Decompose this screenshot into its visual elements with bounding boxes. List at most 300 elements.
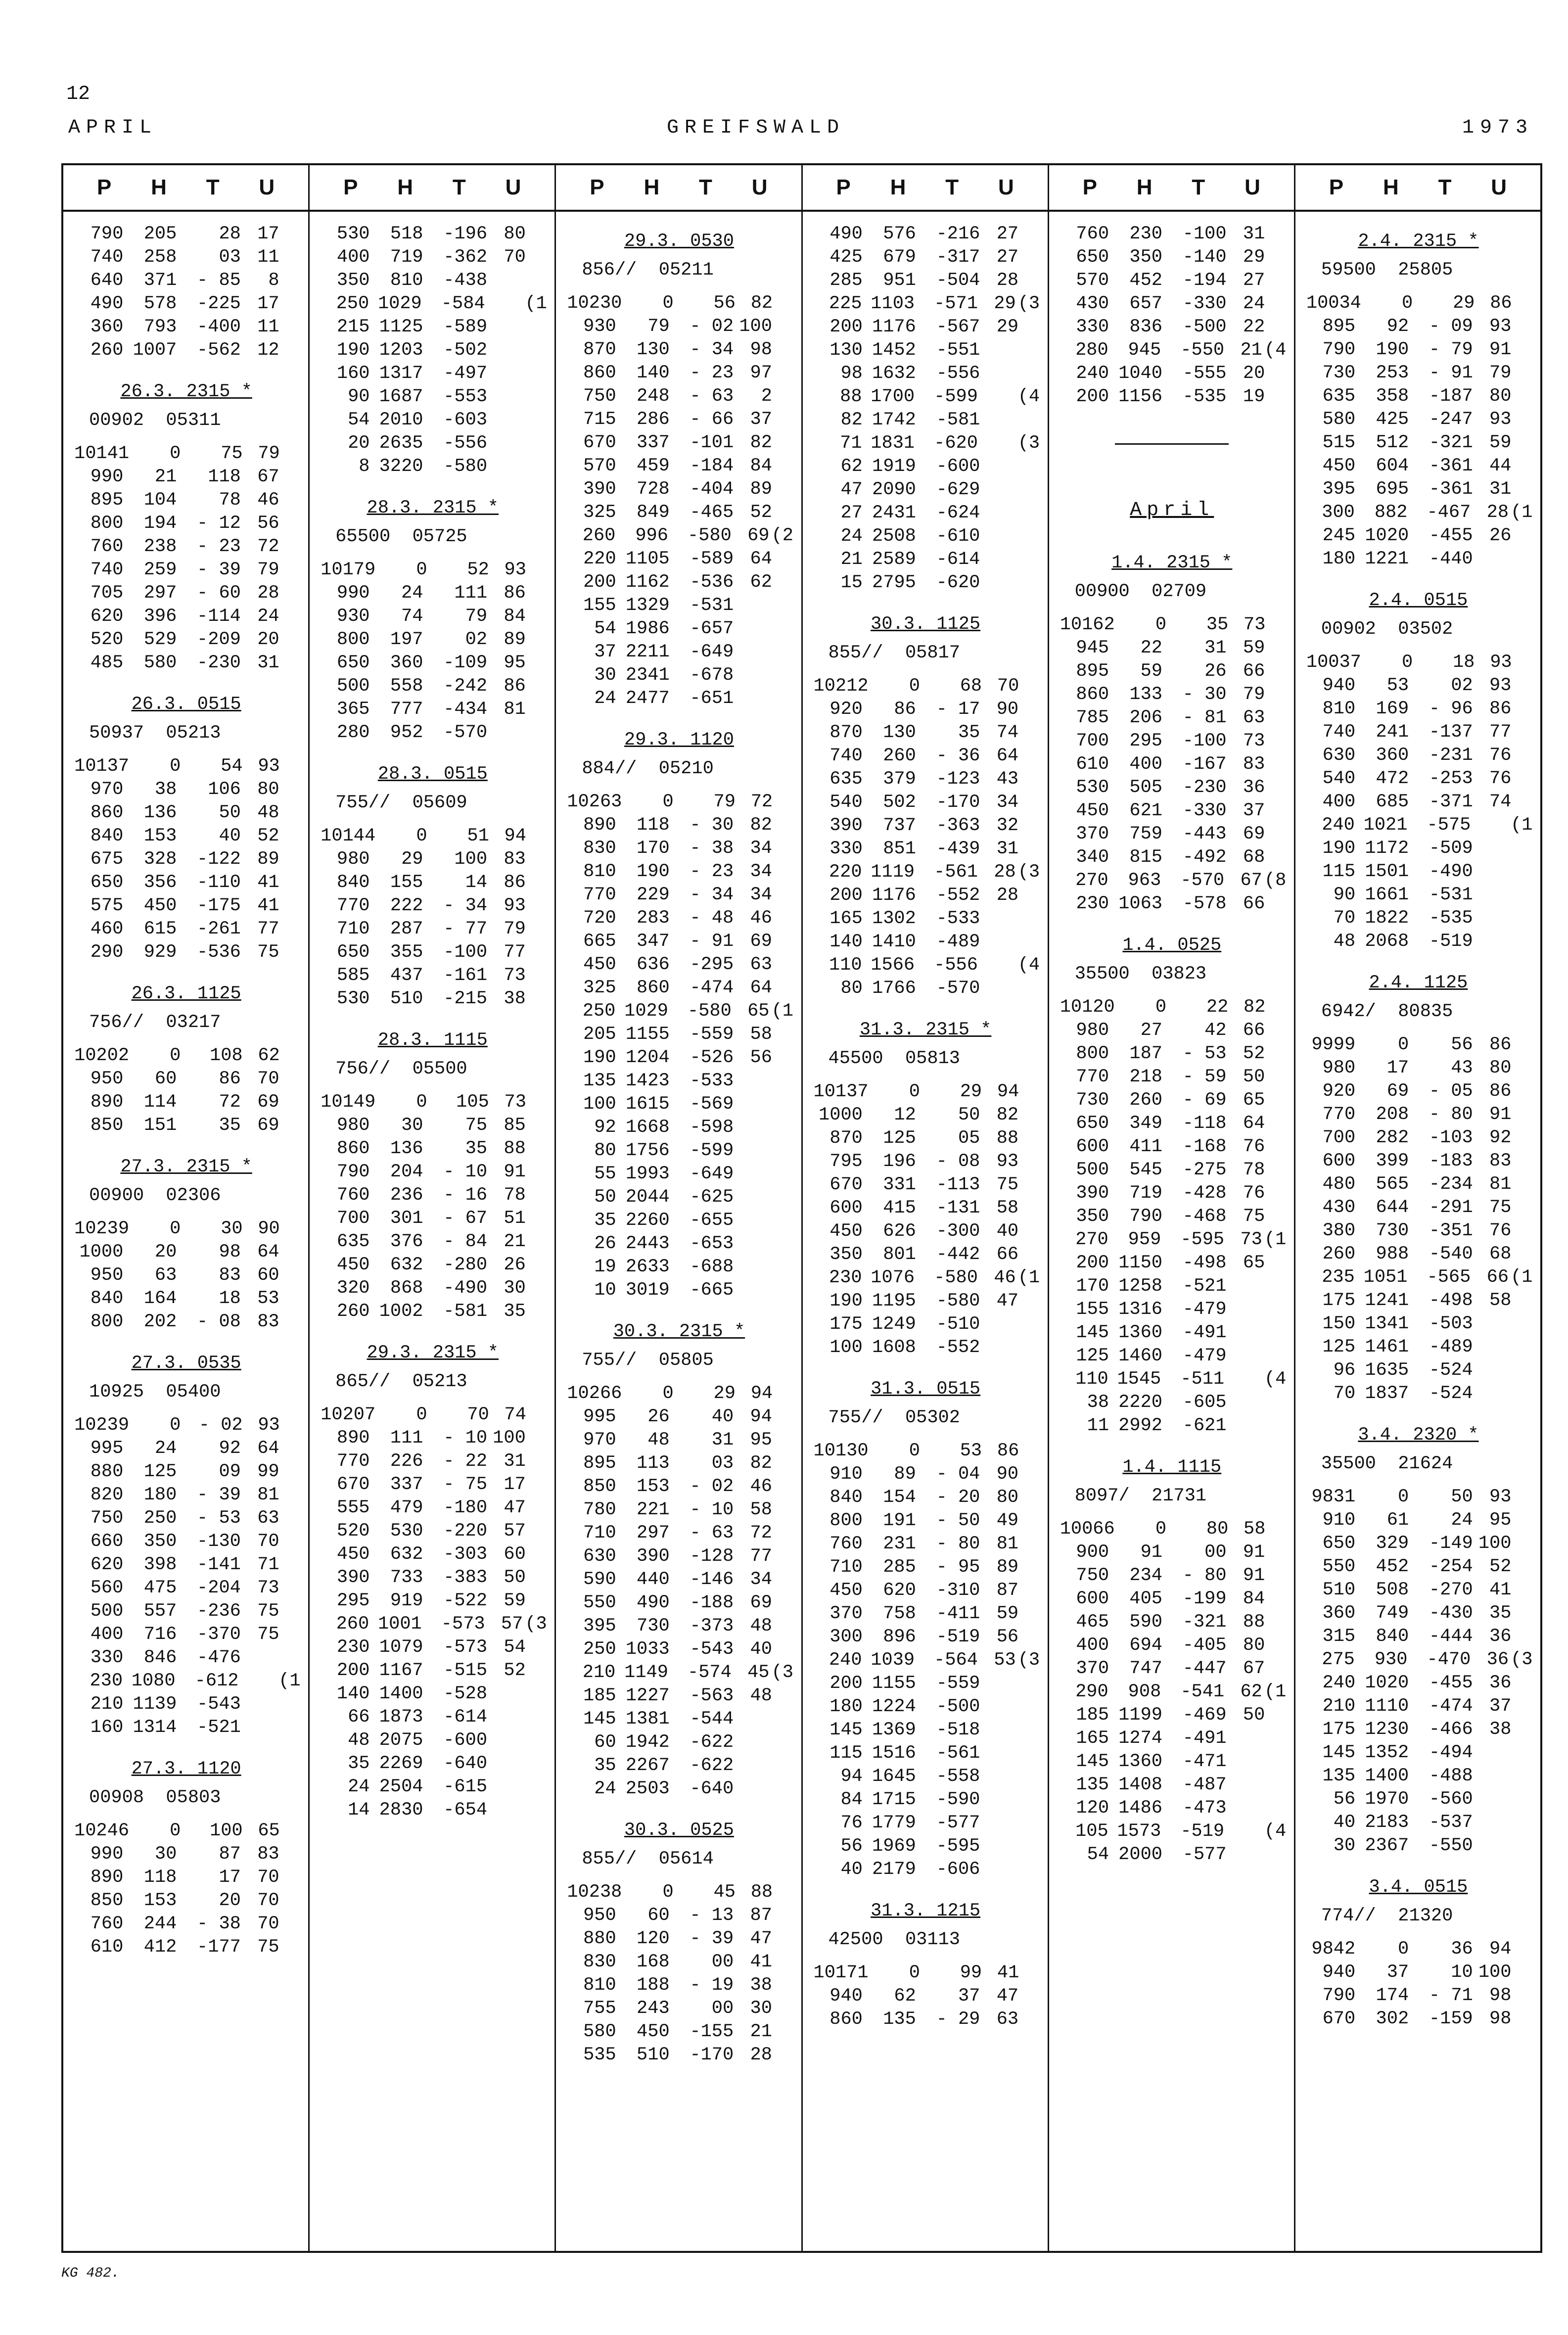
pressure-cell: 510 <box>1322 1580 1356 1600</box>
column-header-label: T <box>1192 175 1205 199</box>
height-cell: 626 <box>883 1221 916 1242</box>
note-cell: (2 <box>771 525 793 546</box>
humidity-cell: 41 <box>257 872 279 893</box>
table-row <box>1306 478 1530 501</box>
temperature-cell: -540 <box>1429 1244 1473 1264</box>
note-cell <box>1265 1774 1284 1797</box>
note-cell <box>280 755 298 778</box>
humidity-cell: 66 <box>1486 1267 1509 1288</box>
table-row <box>567 1405 791 1429</box>
temperature-cell: -564 <box>934 1650 978 1671</box>
note-cell <box>279 269 299 292</box>
pressure-cell: 270 <box>1075 870 1108 891</box>
humidity-cell: 94 <box>750 1406 772 1427</box>
height-cell: 929 <box>143 942 177 963</box>
temperature-cell: -515 <box>443 1660 488 1681</box>
humidity-cell: 79 <box>1243 684 1265 705</box>
height-cell: 153 <box>143 1890 177 1911</box>
table-row <box>1060 1368 1287 1391</box>
table-row <box>814 884 1038 907</box>
temperature-cell: -177 <box>197 1937 241 1958</box>
humidity-cell: 59 <box>504 1590 526 1611</box>
humidity-cell: 31 <box>1243 224 1265 244</box>
pressure-cell: 370 <box>1076 824 1109 844</box>
pressure-cell: 720 <box>583 908 616 929</box>
note-cell <box>1511 455 1530 478</box>
note-cell <box>1018 571 1038 595</box>
height-cell: 2633 <box>625 1257 670 1277</box>
humidity-cell: 57 <box>501 1614 523 1634</box>
pressure-cell: 575 <box>90 895 124 916</box>
height-cell: 302 <box>1376 2008 1409 2029</box>
note-cell <box>772 1615 791 1638</box>
height-cell: 1837 <box>1365 1383 1409 1404</box>
column-header-label: U <box>998 175 1014 199</box>
temperature-cell: -580 <box>443 456 488 477</box>
pressure-cell: 390 <box>830 815 863 836</box>
humidity-cell: 89 <box>750 479 772 500</box>
table-row <box>1060 246 1284 269</box>
height-cell: 347 <box>637 931 670 952</box>
sounding-date: 28.3. 1115 <box>377 1030 488 1051</box>
table-row <box>1306 1103 1530 1126</box>
humidity-cell: 67 <box>1240 870 1262 891</box>
table-row <box>1306 408 1530 431</box>
temperature-cell: 24 <box>1451 1510 1473 1531</box>
note-cell <box>526 339 545 362</box>
height-cell: 450 <box>637 2021 670 2042</box>
note-cell <box>279 1600 299 1623</box>
humidity-cell: 44 <box>1489 456 1512 476</box>
humidity-cell: 30 <box>504 1278 526 1299</box>
humidity-cell <box>734 1754 772 1777</box>
temperature-cell: - 59 <box>1182 1067 1227 1087</box>
table-row <box>814 1336 1038 1359</box>
height-cell: 632 <box>390 1255 423 1275</box>
pressure-cell: 215 <box>336 317 370 337</box>
column-header-label: U <box>505 175 521 199</box>
table-row <box>1306 791 1530 814</box>
humidity-cell: 30 <box>750 1998 772 2019</box>
note-cell <box>773 791 791 814</box>
table-row <box>814 1150 1038 1173</box>
humidity-cell: 75 <box>1243 1206 1265 1227</box>
temperature-cell: -122 <box>197 849 241 870</box>
pressure-cell: 98 <box>840 363 863 384</box>
temperature-cell: - 08 <box>936 1151 980 1172</box>
table-row <box>1306 1672 1530 1695</box>
note-cell <box>772 1522 791 1545</box>
table-row <box>567 1452 791 1475</box>
temperature-cell: -589 <box>443 317 488 337</box>
temperature-cell: - 80 <box>936 1534 980 1554</box>
height-cell: 1779 <box>872 1813 916 1833</box>
temperature-cell: -434 <box>443 699 488 720</box>
table-row <box>567 1163 791 1186</box>
height-cell: 130 <box>883 722 916 743</box>
pressure-cell: 260 <box>336 1301 370 1322</box>
humidity-cell: 89 <box>996 1557 1019 1578</box>
pressure-cell: 200 <box>830 885 863 906</box>
table-row <box>74 628 298 652</box>
note-cell <box>279 1889 299 1913</box>
table-row <box>814 269 1038 292</box>
table-row <box>1306 698 1530 721</box>
height-cell: 295 <box>1129 731 1162 751</box>
sounding-info: 855// 05817 <box>828 643 960 663</box>
note-cell <box>1265 996 1284 1019</box>
pressure-cell: 450 <box>336 1255 370 1275</box>
sounding-block <box>321 223 545 478</box>
table-row <box>567 1256 791 1279</box>
height-cell: 719 <box>1129 1183 1162 1204</box>
note-cell <box>279 1460 299 1484</box>
table-column <box>1295 165 1540 2251</box>
note-cell <box>279 339 299 362</box>
pressure-cell: 230 <box>1076 893 1109 914</box>
note-cell <box>526 582 545 605</box>
table-row <box>814 907 1038 931</box>
temperature-cell: -400 <box>197 317 241 337</box>
note-cell <box>526 848 545 871</box>
humidity-cell: 82 <box>1244 997 1266 1018</box>
temperature-cell: -580 <box>687 525 732 546</box>
temperature-cell: -330 <box>1182 800 1227 821</box>
sounding-block <box>1060 934 1287 1438</box>
table-row <box>1306 1057 1530 1080</box>
height-cell: 1119 <box>871 862 915 883</box>
note-cell <box>772 1997 791 2020</box>
temperature-cell: 50 <box>958 1105 980 1125</box>
pressure-cell: 890 <box>336 1428 370 1448</box>
height-cell: 125 <box>883 1128 916 1149</box>
height-cell: 1302 <box>872 908 916 929</box>
table-row <box>321 1091 545 1114</box>
pressure-cell: 245 <box>1322 525 1356 546</box>
humidity-cell: 69 <box>750 1592 772 1613</box>
height-cell: 945 <box>1128 340 1161 361</box>
temperature-cell: - 67 <box>443 1208 488 1229</box>
pressure-cell: 100 <box>583 1094 616 1115</box>
temperature-cell: -535 <box>1429 908 1473 929</box>
note-cell <box>772 1568 791 1591</box>
note-cell <box>1511 1961 1530 1984</box>
humidity-cell: 48 <box>750 1685 772 1706</box>
column-header-label: H <box>644 175 660 199</box>
height-cell: 882 <box>1374 502 1408 523</box>
sounding-info: 755// 05609 <box>335 793 467 813</box>
pressure-cell: 130 <box>830 340 863 361</box>
note-cell: (1 <box>278 1671 301 1691</box>
table-row <box>814 954 1038 977</box>
table-row <box>567 455 791 478</box>
sounding-date: 27.3. 2315 * <box>120 1157 252 1177</box>
note-cell <box>1511 1672 1530 1695</box>
height-cell: 1020 <box>1365 525 1409 546</box>
sounding-info: 65500 05725 <box>335 526 467 547</box>
note-cell <box>279 1091 299 1114</box>
sounding-info: 8097/ 21731 <box>1074 1486 1207 1506</box>
table-row <box>814 478 1038 502</box>
pressure-cell: 165 <box>830 908 863 929</box>
note-cell <box>772 1046 791 1070</box>
humidity-cell <box>734 1232 772 1256</box>
humidity-cell: 51 <box>504 1208 526 1229</box>
height-cell: 170 <box>637 838 670 859</box>
table-row <box>567 1904 791 1927</box>
note-cell <box>1511 315 1530 338</box>
pressure-cell: 585 <box>336 965 370 986</box>
pressure-cell: 260 <box>582 525 616 546</box>
note-cell <box>1018 1220 1038 1243</box>
height-cell: 140 <box>637 363 670 383</box>
table-row <box>1060 706 1284 730</box>
height-cell: 355 <box>390 942 423 963</box>
table-row <box>567 594 791 617</box>
temperature-cell: -580 <box>934 1267 978 1288</box>
height-cell: 0 <box>1155 614 1167 635</box>
humidity-cell: 78 <box>1243 1160 1265 1180</box>
column-header-label: P <box>1082 175 1097 199</box>
pressure-cell: 730 <box>1076 1090 1109 1111</box>
height-cell: 952 <box>390 722 423 743</box>
humidity-cell: 76 <box>1243 1183 1265 1204</box>
table-row <box>1060 1588 1284 1611</box>
humidity-cell: 59 <box>996 1603 1019 1624</box>
pressure-cell: 760 <box>336 1185 370 1206</box>
humidity-cell: 74 <box>996 722 1019 743</box>
table-row <box>1060 753 1284 776</box>
pressure-cell: 810 <box>1322 699 1356 719</box>
humidity-cell <box>980 1336 1018 1359</box>
pressure-cell: 740 <box>830 746 863 766</box>
note-cell <box>279 246 299 269</box>
temperature-cell: -440 <box>1429 549 1473 569</box>
pressure-cell: 76 <box>840 1813 863 1833</box>
note-cell <box>1018 721 1038 745</box>
height-cell: 1408 <box>1118 1775 1162 1795</box>
height-cell: 63 <box>154 1265 177 1286</box>
note-cell: (8 <box>1264 870 1287 891</box>
height-cell: 749 <box>1376 1603 1409 1624</box>
humidity-cell: 49 <box>996 1510 1019 1531</box>
height-cell: 24 <box>154 1438 177 1459</box>
pressure-cell: 300 <box>1322 502 1355 523</box>
pressure-cell: 71 <box>840 433 862 454</box>
note-cell <box>1511 1486 1530 1509</box>
temperature-cell: -180 <box>443 1497 488 1518</box>
note-cell: (4 <box>1017 955 1040 976</box>
table-row <box>1306 1243 1530 1266</box>
note-cell <box>772 1591 791 1615</box>
humidity-cell <box>980 1313 1018 1336</box>
note-cell <box>1018 1197 1038 1220</box>
temperature-cell: 29 <box>960 1081 982 1102</box>
humidity-cell <box>487 1752 526 1775</box>
humidity-cell: 52 <box>257 826 279 846</box>
temperature-cell: -373 <box>690 1616 734 1636</box>
temperature-cell: -261 <box>197 919 241 939</box>
temperature-cell: -170 <box>936 792 980 813</box>
note-cell <box>772 594 791 617</box>
note-cell <box>772 1256 791 1279</box>
note-cell <box>1511 431 1530 455</box>
height-cell: 398 <box>143 1554 177 1575</box>
temperature-cell: 92 <box>219 1438 241 1459</box>
humidity-cell <box>734 1731 772 1754</box>
humidity-cell: 93 <box>1489 1487 1512 1507</box>
temperature-cell: - 77 <box>443 919 488 939</box>
temperature-cell: -524 <box>1429 1383 1473 1404</box>
height-cell: 208 <box>1376 1104 1409 1125</box>
height-cell: 0 <box>909 1081 920 1102</box>
note-cell <box>526 385 545 409</box>
note-cell <box>280 1820 298 1843</box>
pressure-cell: 56 <box>840 1836 863 1857</box>
humidity-cell: 87 <box>996 1580 1019 1601</box>
humidity-cell <box>978 954 1016 977</box>
pressure-cell: 395 <box>583 1616 616 1636</box>
temperature-cell: -473 <box>1182 1798 1227 1819</box>
height-cell: 896 <box>883 1627 916 1647</box>
column-header-label: P <box>836 175 851 199</box>
humidity-cell: 62 <box>1240 1681 1262 1702</box>
note-cell <box>279 1553 299 1577</box>
note-cell <box>1512 651 1530 674</box>
temperature-cell: -531 <box>690 595 734 616</box>
temperature-cell: -500 <box>936 1696 980 1717</box>
column-header-label: U <box>1491 175 1507 199</box>
table-row <box>814 362 1038 385</box>
humidity-cell: 73 <box>504 965 526 986</box>
sounding-block <box>1306 971 1533 1405</box>
temperature-cell: 14 <box>465 872 488 893</box>
height-cell: 2508 <box>872 526 916 547</box>
table-row <box>1306 431 1530 455</box>
pressure-cell: 635 <box>830 769 863 790</box>
note-cell <box>1265 1042 1284 1066</box>
table-column <box>556 165 802 2251</box>
note-cell <box>772 1232 791 1256</box>
humidity-cell: 29 <box>994 293 1016 314</box>
note-cell <box>1511 907 1530 930</box>
temperature-cell: -615 <box>443 1776 488 1797</box>
temperature-cell: - 30 <box>690 815 734 836</box>
note-cell <box>1265 799 1284 823</box>
humidity-cell: 66 <box>1243 661 1265 682</box>
table-row <box>1306 1695 1530 1718</box>
height-cell: 1700 <box>871 386 915 407</box>
temperature-cell: -469 <box>1182 1705 1227 1726</box>
table-column <box>1049 165 1295 2251</box>
table-row <box>74 825 298 848</box>
humidity-cell: 77 <box>504 942 526 963</box>
height-cell: 1970 <box>1365 1789 1409 1810</box>
temperature-cell: -300 <box>936 1221 980 1242</box>
temperature-cell: -161 <box>443 965 488 986</box>
pressure-cell: 225 <box>829 293 862 314</box>
pressure-cell: 870 <box>583 339 616 360</box>
height-cell: 111 <box>390 1428 423 1448</box>
humidity-cell: 86 <box>1489 699 1512 719</box>
sounding-block <box>567 230 791 710</box>
humidity-cell: 31 <box>504 1451 526 1472</box>
note-cell <box>279 1241 299 1264</box>
pressure-cell: 10066 <box>1060 1519 1115 1540</box>
humidity-cell <box>734 617 772 641</box>
pressure-cell: 970 <box>583 1430 616 1450</box>
temperature-cell: -131 <box>936 1198 980 1218</box>
height-cell: 30 <box>154 1844 177 1865</box>
pressure-cell: 770 <box>583 885 616 905</box>
pressure-cell: 400 <box>1322 792 1356 812</box>
temperature-cell: -490 <box>1429 861 1473 882</box>
pressure-cell: 880 <box>583 1928 616 1949</box>
column-header-label: U <box>751 175 768 199</box>
temperature-cell: -605 <box>1182 1392 1227 1413</box>
humidity-cell: 46 <box>750 908 772 929</box>
pressure-cell: 650 <box>1076 1113 1109 1134</box>
temperature-cell: - 38 <box>197 1914 241 1934</box>
pressure-cell: 210 <box>90 1694 124 1715</box>
table-row <box>1306 1150 1530 1173</box>
height-cell: 1203 <box>379 340 423 361</box>
table-row <box>1306 674 1530 698</box>
pressure-cell: 895 <box>90 490 124 511</box>
note-cell <box>1265 292 1284 316</box>
height-cell: 777 <box>390 699 423 720</box>
humidity-cell: 99 <box>257 1461 279 1482</box>
humidity-cell: 63 <box>996 2009 1019 2030</box>
note-cell <box>772 478 791 501</box>
humidity-cell: 75 <box>257 942 279 963</box>
pressure-cell: 840 <box>336 872 370 893</box>
table-row <box>1060 613 1284 637</box>
temperature-cell: 00 <box>1204 1542 1227 1563</box>
humidity-cell: 41 <box>1489 1580 1512 1600</box>
temperature-cell: -541 <box>1180 1681 1225 1702</box>
note-cell <box>772 1116 791 1139</box>
height-cell: 1516 <box>872 1743 916 1764</box>
sounding-info: 884// 05210 <box>582 758 714 779</box>
pressure-cell: 270 <box>1075 1229 1108 1250</box>
table-row <box>74 871 298 894</box>
table-row <box>321 605 545 628</box>
temperature-cell: - 91 <box>690 931 734 952</box>
humidity-cell: 52 <box>1489 1556 1512 1577</box>
sounding-block <box>74 1352 301 1739</box>
pressure-cell: 650 <box>90 872 124 893</box>
humidity-cell: 82 <box>750 815 772 836</box>
pressure-cell: 780 <box>583 1499 616 1520</box>
temperature-cell: - 50 <box>936 1510 980 1531</box>
humidity-cell: 36 <box>1489 1673 1512 1693</box>
pressure-cell: 10212 <box>813 676 869 697</box>
pressure-cell: 10034 <box>1306 293 1361 314</box>
pressure-cell: 450 <box>830 1221 863 1242</box>
sounding-info: 756// 05500 <box>335 1059 467 1079</box>
pressure-cell: 715 <box>583 409 616 430</box>
temperature-cell: 31 <box>1204 638 1227 658</box>
table-row <box>814 292 1038 316</box>
note-cell <box>526 918 545 941</box>
temperature-cell: - 10 <box>690 1499 734 1520</box>
height-cell: 1155 <box>872 1673 916 1694</box>
height-cell: 505 <box>1129 777 1162 798</box>
column-header-label: T <box>945 175 959 199</box>
table-row <box>567 1545 791 1568</box>
note-cell <box>1265 1391 1284 1414</box>
